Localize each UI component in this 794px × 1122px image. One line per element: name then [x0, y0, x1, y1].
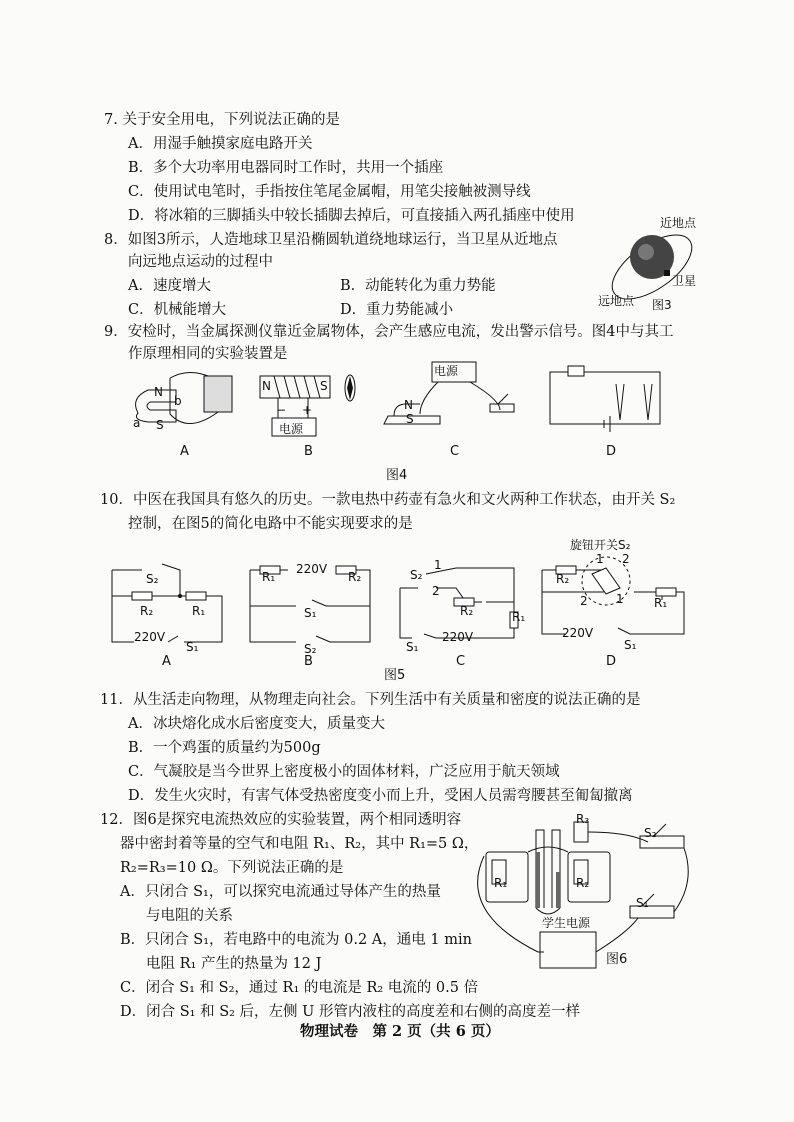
fig4-label-b: B [304, 444, 313, 459]
q12-option-b-1: B．只闭合 S₁，若电路中的电流为 0.2 A，通电 1 min [120, 932, 472, 948]
q11-stem: 11．从生活走向物理，从物理走向社会。下列生活中有关质量和密度的说法正确的是 [100, 692, 641, 708]
fig4b-power: 电源 [279, 422, 304, 436]
fig5c-two: 2 [432, 584, 440, 598]
fig6-r2: R₂ [576, 876, 590, 890]
fig3-caption: 图3 [652, 298, 672, 312]
fig4a-n: N [154, 385, 163, 399]
fig5b-s1: S₁ [304, 606, 317, 620]
fig5d-220v: 220V [562, 626, 594, 640]
q11-option-c: C．气凝胶是当今世界上密度极小的固体材料，广泛应用于航天领域 [128, 764, 560, 780]
q11-option-d: D．发生火灾时，有害气体受热密度变小而上升，受困人员需弯腰甚至匍匐撤离 [128, 788, 633, 804]
fig4b-n: N [262, 379, 271, 393]
q12-option-a-1: A．只闭合 S₁，可以探究电流通过导体产生的热量 [120, 884, 441, 900]
fig4b-plus: + [302, 403, 313, 417]
fig5a-s1: S₁ [186, 640, 199, 654]
fig3-near-label: 近地点 [660, 216, 697, 230]
fig4c-power: 电源 [434, 364, 459, 378]
fig5c-s1: S₁ [406, 640, 419, 654]
q7-option-b: B．多个大功率用电器同时工作时，共用一个插座 [128, 160, 444, 176]
fig6-s1: S₁ [636, 896, 649, 910]
fig4a-b: b [174, 394, 182, 408]
fig6-r1: R₁ [494, 876, 508, 890]
fig5d-one-bottom: 1 [616, 592, 624, 606]
q12-stem-2: 器中密封着等量的空气和电阻 R₁、R₂，其中 R₁=5 Ω， [120, 836, 479, 852]
fig5c-one: 1 [434, 558, 442, 572]
fig5c-s2: S₂ [410, 568, 423, 582]
q7-option-c: C．使用试电笔时，手指按住笔尾金属帽，用笔尖接触被测导线 [128, 184, 531, 200]
fig5d-r2: R₂ [556, 572, 570, 586]
fig5b-s2: S₂ [304, 642, 317, 656]
fig5a-220v: 220V [134, 630, 166, 644]
q10-stem-1: 10．中医在我国具有悠久的历史。一款电热中药壶有急火和文火两种工作状态，由开关 S₂ [100, 492, 676, 508]
fig6-s2: S₂ [644, 826, 657, 840]
q10-stem-2: 控制，在图5的简化电路中不能实现要求的是 [128, 516, 413, 532]
fig6-caption: 图6 [606, 952, 628, 967]
fig3-far-label: 远地点 [598, 294, 635, 308]
q8-option-b: B．动能转化为重力势能 [340, 278, 496, 294]
q12-option-d: D．闭合 S₁ 和 S₂ 后，左侧 U 形管内液柱的高度差和右侧的高度差一样 [120, 1004, 580, 1020]
fig4c-s: S [406, 412, 414, 426]
fig5a-s2: S₂ [146, 572, 159, 586]
q8-option-d: D．重力势能减小 [340, 302, 454, 318]
fig4a-a: a [133, 416, 141, 430]
fig5-label-d: D [606, 654, 617, 669]
fig5-label-a: A [162, 654, 171, 669]
q8-option-c: C．机械能增大 [128, 302, 227, 318]
q12-stem-1: 12．图6是探究电流热效应的实验装置，两个相同透明容 [100, 812, 462, 828]
fig5-label-b: B [304, 654, 313, 669]
fig4a-s: S [156, 418, 164, 432]
fig4-caption: 图4 [386, 468, 408, 483]
q11-option-a: A．冰块熔化成水后密度变大，质量变大 [128, 716, 385, 732]
q12-option-c: C．闭合 S₁ 和 S₂，通过 R₁ 的电流是 R₂ 电流的 0.5 倍 [120, 980, 479, 996]
fig6-r3: R₃ [576, 812, 590, 826]
figure-6-apparatus [478, 812, 698, 978]
fig5d-two-top: 2 [622, 552, 630, 566]
figure-4-a [128, 368, 238, 436]
fig5c-220v: 220V [442, 630, 474, 644]
q12-option-a-2: 与电阻的关系 [146, 908, 233, 924]
fig5-label-c: C [456, 654, 466, 669]
q9-stem-2: 作原理相同的实验装置是 [128, 346, 288, 362]
fig5d-knob: 旋钮开关S₂ [570, 538, 631, 552]
fig5b-r1: R₁ [262, 570, 276, 584]
fig3-satellite-label: 卫星 [672, 274, 697, 288]
fig4b-s: S [320, 379, 328, 393]
figure-4-b [258, 372, 368, 442]
fig4-label-d: D [606, 444, 617, 459]
q8-stem-1: 8．如图3所示，人造地球卫星沿椭圆轨道绕地球运行，当卫星从近地点 [104, 232, 558, 248]
fig5a-r1: R₁ [192, 604, 206, 618]
fig6-power: 学生电源 [542, 916, 591, 930]
fig4-label-a: A [180, 444, 189, 459]
q7-option-a: A．用湿手触摸家庭电路开关 [128, 136, 313, 152]
q8-option-a: A．速度增大 [128, 278, 211, 294]
q8-stem-2: 向远地点运动的过程中 [128, 254, 273, 270]
q7-stem: 7. 关于安全用电，下列说法正确的是 [104, 112, 340, 128]
fig5-caption: 图5 [384, 668, 406, 683]
figure-4-d [548, 364, 668, 436]
figure-5-a [106, 560, 236, 650]
q7-option-d: D．将冰箱的三脚插头中较长插脚去掉后，可直接插入两孔插座中使用 [128, 208, 575, 224]
q12-stem-3: R₂=R₃=10 Ω。下列说法正确的是 [120, 860, 344, 876]
fig5d-two-bottom: 2 [580, 594, 588, 608]
fig4-label-c: C [450, 444, 460, 459]
fig5c-r2: R₂ [460, 604, 474, 618]
page-footer: 物理试卷 第 2 页（共 6 页） [300, 1023, 500, 1040]
fig5d-s1: S₁ [624, 638, 637, 652]
fig5d-r1: R₁ [654, 596, 668, 610]
fig5c-r1: R₁ [512, 610, 526, 624]
q12-option-b-2: 电阻 R₁ 产生的热量为 12 J [146, 956, 322, 972]
q9-stem-1: 9．安检时，当金属探测仪靠近金属物体，会产生感应电流，发出警示信号。图4中与其工 [104, 324, 674, 340]
fig5d-one-top: 1 [596, 552, 604, 566]
fig5a-r2: R₂ [140, 604, 154, 618]
q11-option-b: B．一个鸡蛋的质量约为500g [128, 740, 321, 756]
fig4b-minus: − [276, 403, 287, 417]
fig5b-220v: 220V [296, 562, 328, 576]
fig4c-n: N [404, 398, 413, 412]
fig5b-r2: R₂ [348, 570, 362, 584]
